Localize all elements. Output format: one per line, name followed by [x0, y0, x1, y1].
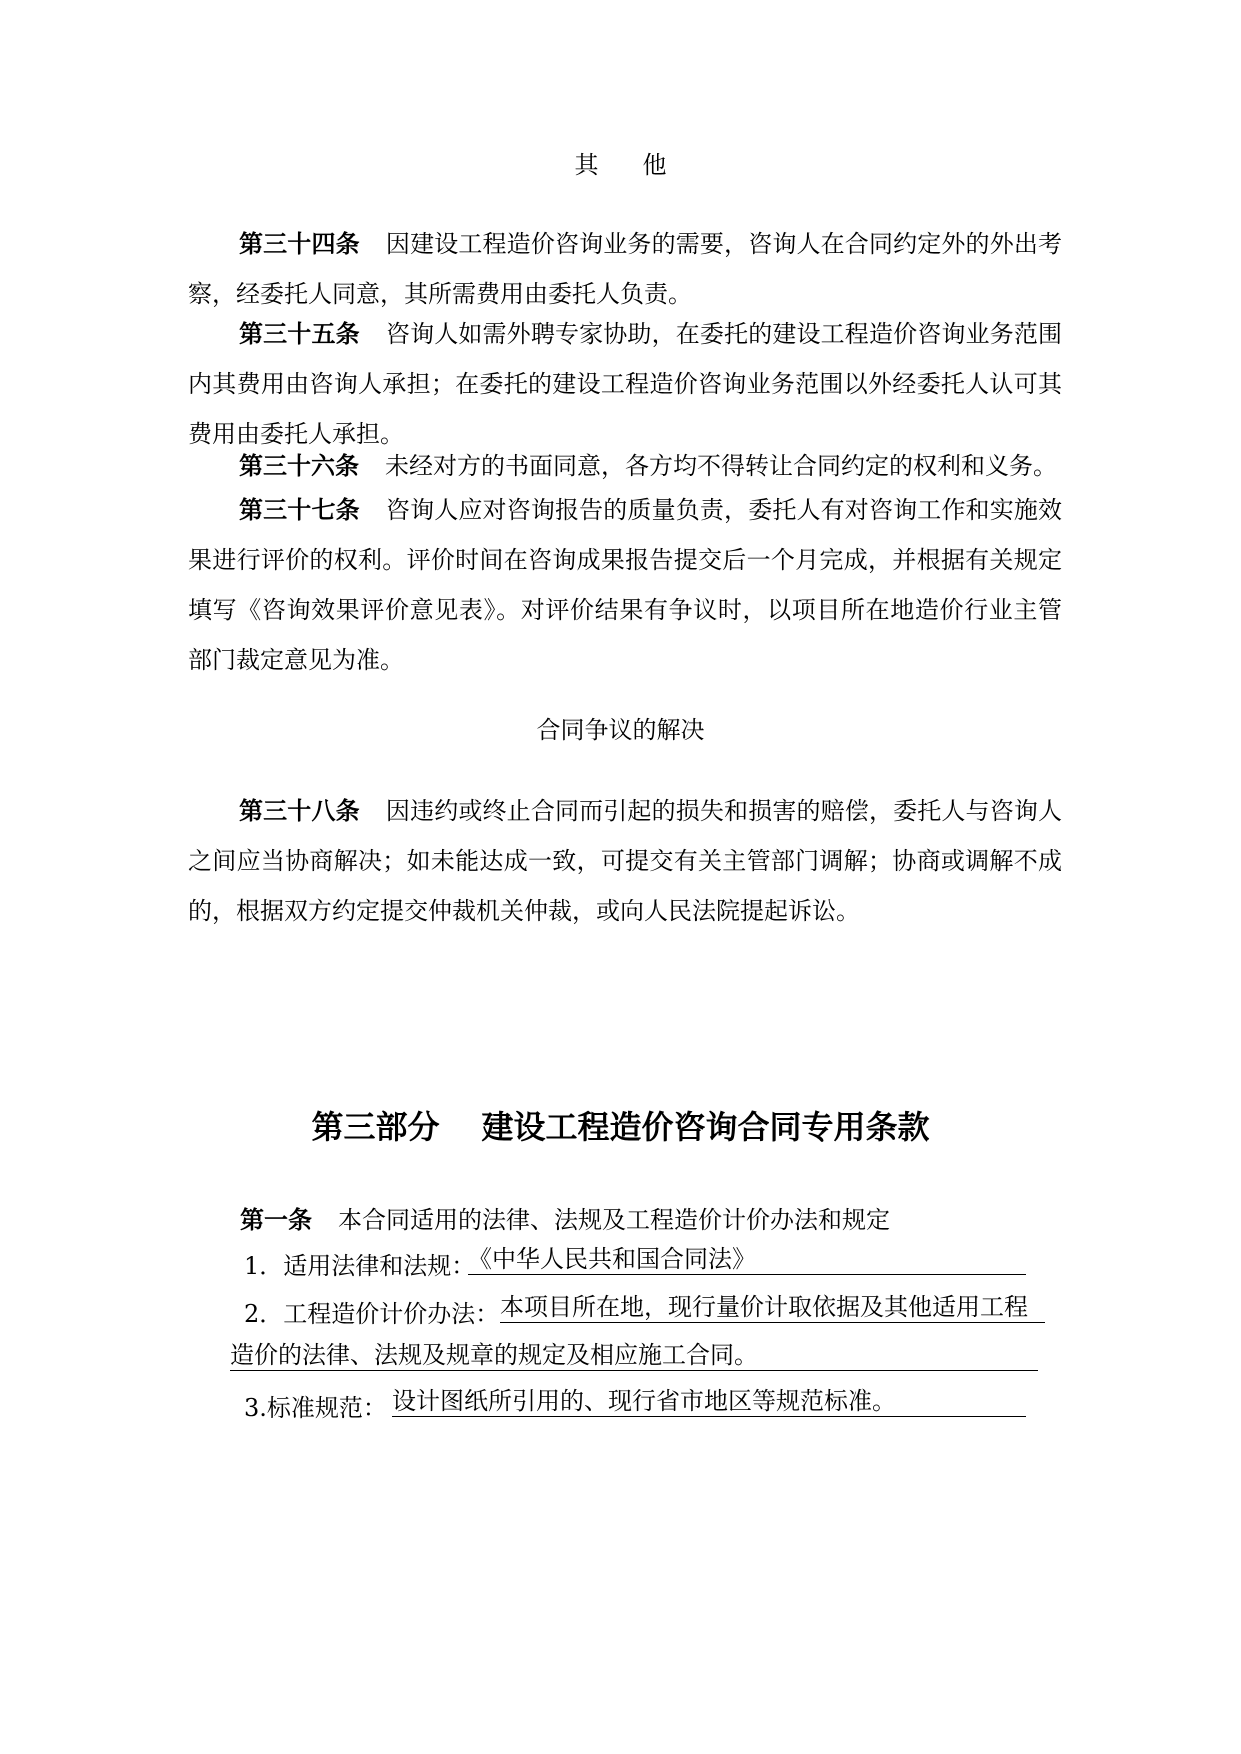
part3-article-1: [240, 1200, 890, 1235]
article-36-label: 第三十六条: [239, 452, 359, 480]
article-36: [188, 441, 1062, 491]
item-1-prefix: 1．适用法律和法规：: [244, 1252, 476, 1280]
article-37-text: 咨询人应对咨询报告的质量负责，委托人有对咨询工作和实施效果进行评价的权利。评价时间在咨询成果报告提交后一个月完成，并根据有关规定填写《咨询效果评价意见表》。对评价结果有争议时，以项目所在地造价行业主管部门裁定意见为准。: [188, 496, 1063, 674]
article-35-label: 第三十五条: [239, 320, 360, 348]
part3-article-1-text: 本合同适用的法律、法规及工程造价计价办法和规定: [338, 1206, 890, 1234]
article-38-text: 因违约或终止合同而引起的损失和损害的赔偿，委托人与咨询人之间应当协商解决；如未能达成一致，可提交有关主管部门调解；协商或调解不成的，根据双方约定提交仲裁机关仲裁，或向人民法院提起诉讼。: [188, 797, 1063, 925]
article-35: [188, 309, 1062, 459]
item-2-value-line2: 造价的法律、法规及规章的规定及相应施工合同。: [230, 1340, 1038, 1371]
article-35-text: 咨询人如需外聘专家协助，在委托的建设工程造价咨询业务范围内其费用由咨询人承担；在委托的建设工程造价咨询业务范围以外经委托人认可其费用由委托人承担。: [188, 320, 1063, 448]
item-3-prefix: 3.标准规范：: [244, 1394, 387, 1422]
article-34-text: 因建设工程造价咨询业务的需要，咨询人在合同约定外的外出考察，经委托人同意，其所需费用由委托人负责。: [188, 230, 1063, 308]
section-heading-other: 其他: [574, 151, 711, 179]
part-three-title: [0, 1102, 1241, 1148]
part-three-heading: 建设工程造价咨询合同专用条款: [481, 1108, 930, 1146]
article-37-label: 第三十七条: [239, 496, 360, 524]
part3-article-1-label: 第一条: [240, 1206, 312, 1234]
article-38-label: 第三十八条: [239, 797, 360, 825]
item-3-value: 设计图纸所引用的、现行省市地区等规范标准。: [392, 1386, 1026, 1417]
part-three-label: 第三部分: [311, 1108, 440, 1146]
article-38: [188, 786, 1062, 936]
article-34: [188, 219, 1062, 319]
item-2-value-line1: 本项目所在地，现行量价计取依据及其他适用工程: [500, 1292, 1045, 1323]
section-heading-dispute: 合同争议的解决: [536, 716, 705, 744]
item-1-value: 《中华人民共和国合同法》: [468, 1244, 1026, 1275]
item-2-prefix: 2．工程造价计价办法：: [244, 1300, 500, 1328]
article-34-label: 第三十四条: [239, 230, 360, 258]
article-37: [188, 485, 1062, 685]
article-36-text: 未经对方的书面同意，各方均不得转让合同约定的权利和义务。: [385, 452, 1057, 480]
